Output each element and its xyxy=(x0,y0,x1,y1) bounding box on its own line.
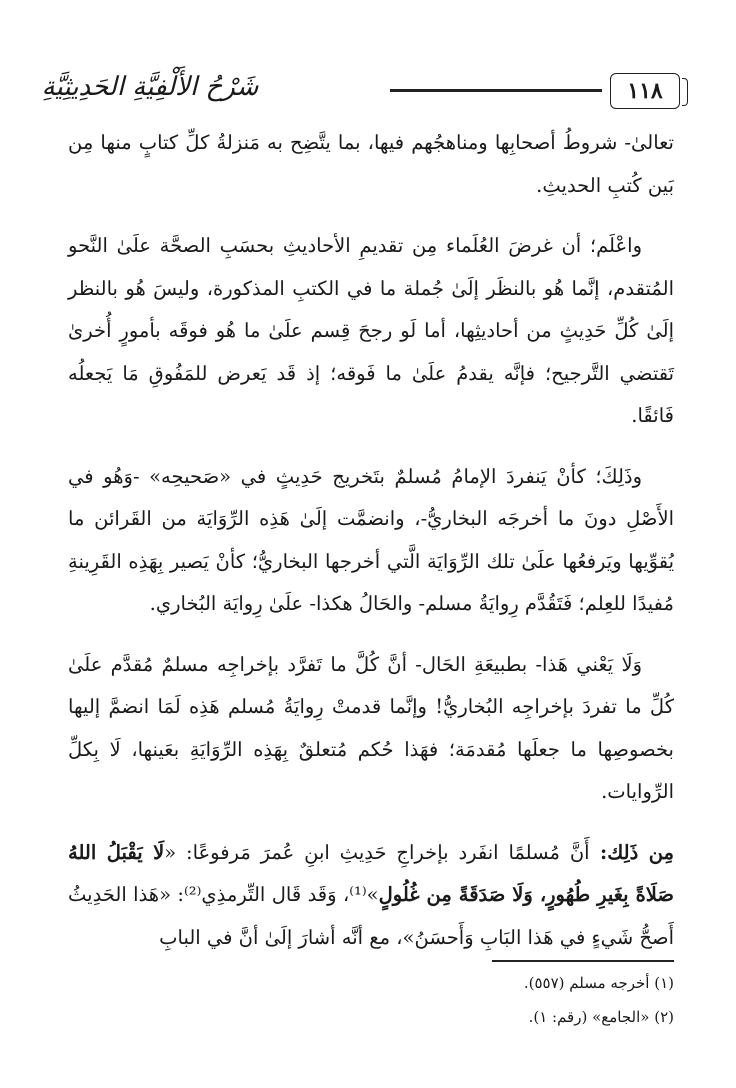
paragraph-text: وذَلِكَ؛ كأنْ يَنفردَ الإمامُ مُسلمٌ بتَخريج حَدِيثٍ في «صَحيحِه» -وَهُو في الأَصْلِ دونَ ما أخرجَه البخاريُّ-، وانضمَّت إلَىٰ هَذِه الرِّوَايَة من القَرائن ما يُقوِّيها ويَرفعُها علَىٰ تلك الرِّوَايَة الَّتي أخرجها البخاريُّ؛ كأنْ يَصير بِهَذِه القَرِينةِ مُفيدًا للعِلم؛ فَتَقُدَّم رِوايَةُ مسلم- والحَالُ هكذا- علَىٰ رِوايَة البُخاري. xyxy=(68,464,674,615)
page-header xyxy=(20,58,720,118)
paragraph-text: أَنَّ مُسلمًا انفَرد بإخراجِ حَدِيثِ ابنِ عُمرَ مَرفوعًا: « xyxy=(164,840,590,864)
main-text xyxy=(68,122,674,977)
hadith-text: لَا يَقْبَلُ اللهُ صَلَاةً بِغَيرِ طُهُورٍ، وَلَا صَدَقَةً مِن غُلُولٍ xyxy=(68,840,674,906)
paragraph-text: وَلَا يَعْني هَذا- بطبيعَةِ الحَال- أنَّ كُلَّ ما تَفرَّد بإخراجِه مسلمٌ مُقدَّم علَىٰ كُلِّ ما تفردَ بإخراجِه البُخاريُّ! وإنَّما قدمتْ رِوايَةُ مُسلم هَذِه لَمَا انضمَّ إليها بخصوصِها ما جعلَها مُقدمَة؛ فهَذا حُكم مُتعلقٌ بِهَذِه الرِّوَايَةِ بعَينها، لَا بِكلِّ الرِّوايات. xyxy=(68,652,674,803)
footnote-separator xyxy=(492,960,674,962)
paragraph-text: »⁽¹⁾، وَقَد قَال التِّرمذِي⁽²⁾: «هَذا الحَدِيثُ أَصحُّ شَيءٍ في هَذا البَابِ وَأَحسَنُ»، مع أنَّه أشارَ إلَىٰ أنَّ في البابِ xyxy=(68,883,674,949)
footnote: (١) أخرجه مسلم (٥٥٧). xyxy=(523,974,674,992)
header-rule xyxy=(390,89,602,92)
paragraph xyxy=(68,122,674,207)
footnote: (٢) «الجامع» (رقم: ١). xyxy=(528,1008,674,1026)
paragraph-text: تعالىٰ- شروطُ أصحابِها ومناهجُهم فيها، بما يتَّضِح به مَنزلةُ كلِّ كتابٍ منها مِن بَين كُتبِ الحديثِ. xyxy=(68,131,674,197)
page-number: ١١٨ xyxy=(610,73,680,109)
paragraph xyxy=(68,832,674,960)
example-lead: مِن ذَلِك: xyxy=(589,840,674,864)
book-title: شَرْحُ الأَلْفِيَّةِ الحَدِيثِيَّةِ xyxy=(41,72,259,102)
paragraph xyxy=(68,644,674,814)
paragraph xyxy=(68,456,674,626)
paragraph xyxy=(68,225,674,438)
footnotes xyxy=(68,966,674,1034)
paragraph-text: واعْلَم؛ أن غرضَ العُلَماء مِن تقديمِ الأحاديثِ بحسَبِ الصحَّة علَىٰ النَّحو المُتقدم، إنَّما هُو بالنظَر إلَىٰ جُملة ما في الكتبِ المذكورة، وليسَ هُو بالنظر إلَىٰ كُلِّ حَدِيثٍ من أحاديثِها، أما لَو رجحَ قِسم علَىٰ ما هُو فوقَه بأمورٍ أُخرىٰ تَقتضي التَّرجيح؛ فإنَّه يقدمُ علَىٰ ما فَوقه؛ إذ قَد يَعرض للمَفُوقِ مَا يَجعلُه فَائقًا. xyxy=(68,234,674,427)
